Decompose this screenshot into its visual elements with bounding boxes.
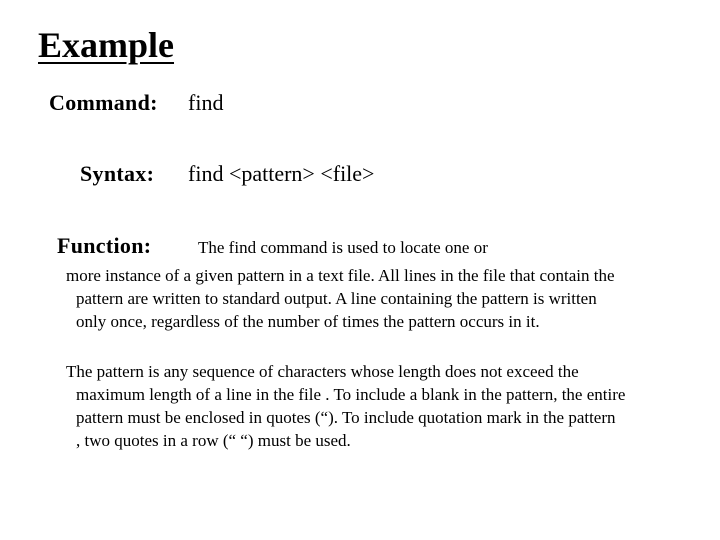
syntax-label: Syntax: <box>80 161 155 186</box>
function-label: Function: <box>57 233 152 258</box>
slide-title: Example <box>38 25 175 65</box>
command-value: find <box>188 90 224 115</box>
function-line: only once, regardless of the number of times the pattern occurs in it. <box>76 312 540 331</box>
pattern-note-line: , two quotes in a row (“ “) must be used. <box>76 431 351 450</box>
syntax-value: find <pattern> <file> <box>188 161 375 186</box>
function-line: pattern are written to standard output. A line containing the pattern is written <box>76 289 597 308</box>
pattern-note-line: pattern must be enclosed in quotes (“). To include quotation mark in the pattern <box>76 408 616 427</box>
pattern-note-line: maximum length of a line in the file . To include a blank in the pattern, the entire <box>76 385 626 404</box>
function-line: more instance of a given pattern in a text file. All lines in the file that contain the <box>66 266 615 285</box>
pattern-note-line: The pattern is any sequence of characters whose length does not exceed the <box>66 362 579 381</box>
pattern-note <box>66 360 625 452</box>
function-description <box>66 264 615 333</box>
function-lead-text: The find command is used to locate one or <box>198 238 488 257</box>
command-label: Command: <box>49 90 158 115</box>
